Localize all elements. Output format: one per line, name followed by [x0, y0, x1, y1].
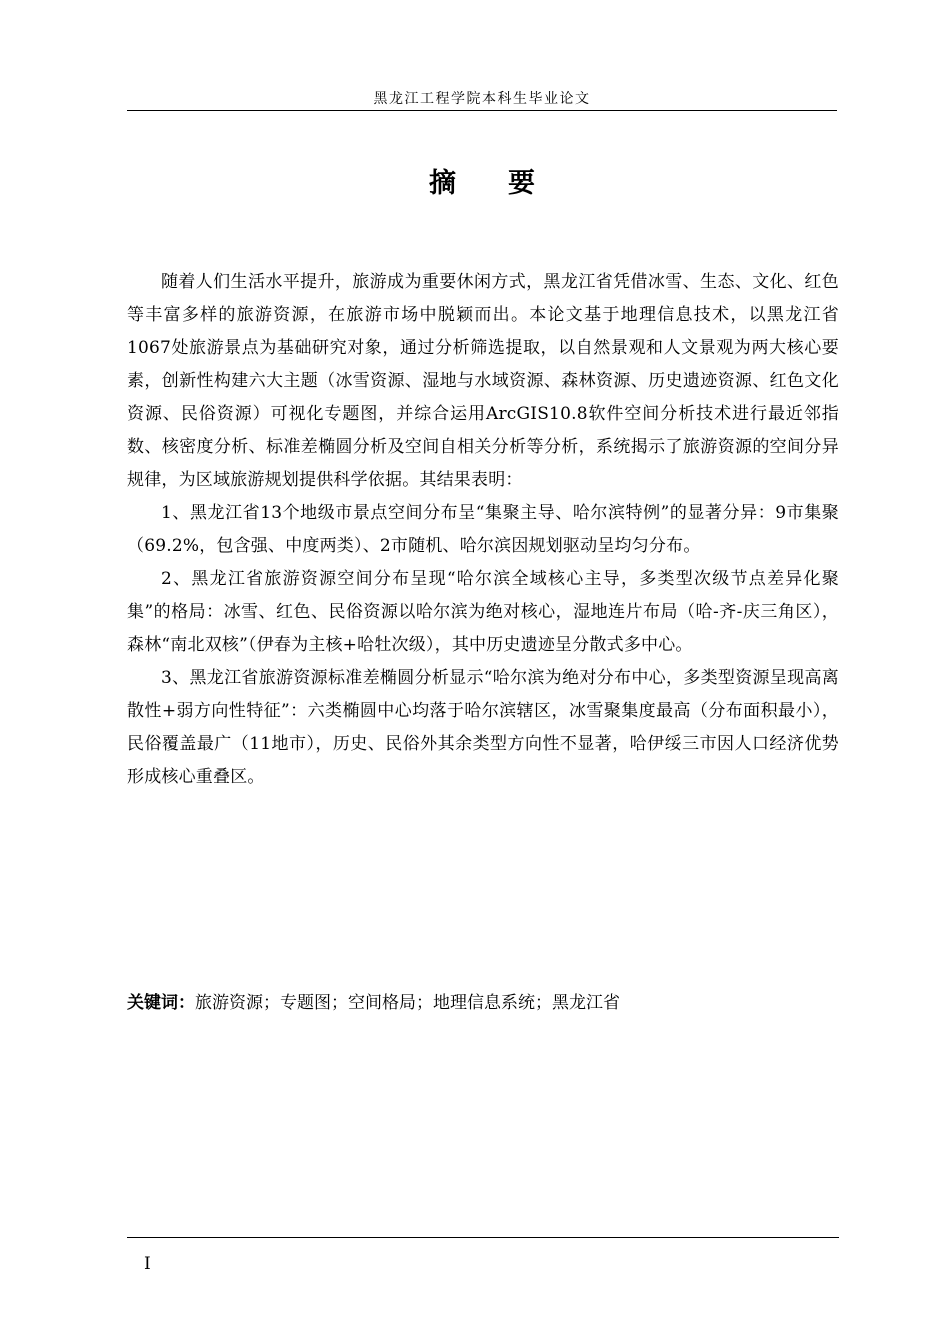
keywords-text: 旅游资源；专题图；空间格局；地理信息系统；黑龙江省 — [195, 993, 620, 1013]
page-title: 摘要 — [429, 168, 587, 199]
keywords-line — [127, 988, 837, 1018]
page-number: I — [144, 1254, 151, 1274]
result-item-3: 3、黑龙江省旅游资源标准差椭圆分析显示“哈尔滨为绝对分布中心，多类型资源呈现高离散性+弱方向性特征”：六类椭圆中心均落于哈尔滨辖区，冰雪聚集度最高（分布面积最小），民俗覆盖最广（11地市），历史、民俗外其余类型方向性不显著，哈伊绥三市因人口经济优势形成核心重叠区。 — [127, 668, 839, 787]
abstract-body — [127, 266, 839, 794]
footer-rule — [127, 1237, 839, 1238]
running-header: 黑龙江工程学院本科生毕业论文 — [373, 91, 591, 107]
keywords-label: 关键词： — [127, 993, 195, 1013]
header-rule — [127, 110, 837, 111]
abstract-paragraph: 随着人们生活水平提升，旅游成为重要休闲方式，黑龙江省凭借冰雪、生态、文化、红色等丰富多样的旅游资源，在旅游市场中脱颖而出。本论文基于地理信息技术，以黑龙江省1067处旅游景点为基础研究对象，通过分析筛选提取，以自然景观和人文景观为两大核心要素，创新性构建六大主题（冰雪资源、湿地与水域资源、森林资源、历史遗迹资源、红色文化资源、民俗资源）可视化专题图，并综合运用ArcGIS10.8软件空间分析技术进行最近邻指数、核密度分析、标准差椭圆分析及空间自相关分析等分析，系统揭示了旅游资源的空间分异规律，为区域旅游规划提供科学依据。其结果表明： — [127, 272, 839, 490]
result-item-1: 1、黑龙江省13个地级市景点空间分布呈“集聚主导、哈尔滨特例”的显著分异：9市集聚（69.2%，包含强、中度两类）、2市随机、哈尔滨因规划驱动呈均匀分布。 — [127, 503, 839, 556]
result-item-2: 2、黑龙江省旅游资源空间分布呈现“哈尔滨全域核心主导，多类型次级节点差异化聚集”的格局：冰雪、红色、民俗资源以哈尔滨为绝对核心，湿地连片布局（哈-齐-庆三角区），森林“南北双核”（伊春为主核+哈牡次级），其中历史遗迹呈分散式多中心。 — [127, 569, 839, 655]
